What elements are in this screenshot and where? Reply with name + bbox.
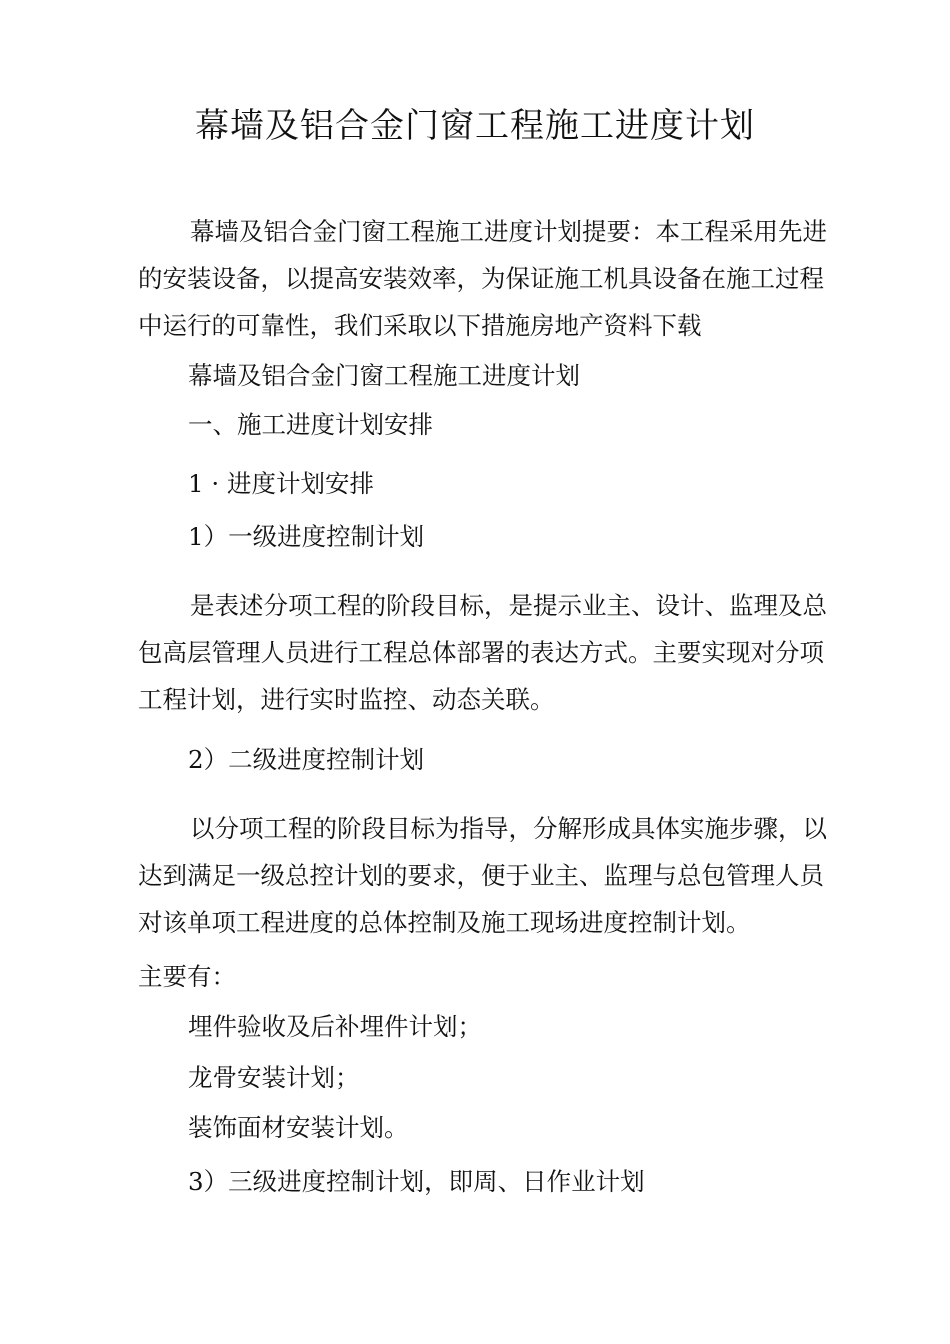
section-heading-1: 一、施工进度计划安排	[188, 410, 433, 439]
item-3-heading: 3）三级进度控制计划，即周、日作业计划	[188, 1167, 645, 1196]
item-2-tail: 主要有：	[138, 962, 236, 991]
item-1-body: 是表述分项工程的阶段目标，是提示业主、设计、监理及总包高层管理人员进行工程总体部署的表达方式。主要实现对分项工程计划，进行实时监控、动态关联。	[138, 591, 827, 714]
item-2-body: 以分项工程的阶段目标为指导，分解形成具体实施步骤，以达到满足一级总控计划的要求，便于业主、监理与总包管理人员对该单项工程进度的总体控制及施工现场进度控制计划。	[138, 814, 827, 937]
subsection-heading-1: 1 · 进度计划安排	[188, 469, 374, 498]
repeat-title: 幕墙及铝合金门窗工程施工进度计划	[188, 361, 580, 390]
list-item: 埋件验收及后补埋件计划；	[188, 1012, 482, 1041]
intro-paragraph: 幕墙及铝合金门窗工程施工进度计划提要：本工程采用先进的安装设备，以提高安装效率，为保证施工机具设备在施工过程中运行的可靠性，我们采取以下措施房地产资料下载	[138, 217, 827, 340]
item-2-heading: 2）二级进度控制计划	[188, 745, 425, 774]
document-title: 幕墙及铝合金门窗工程施工进度计划	[195, 106, 755, 146]
list-item: 龙骨安装计划；	[188, 1063, 360, 1092]
item-1-heading: 1）一级进度控制计划	[188, 522, 425, 551]
list-item: 装饰面材安装计划。	[188, 1113, 409, 1142]
